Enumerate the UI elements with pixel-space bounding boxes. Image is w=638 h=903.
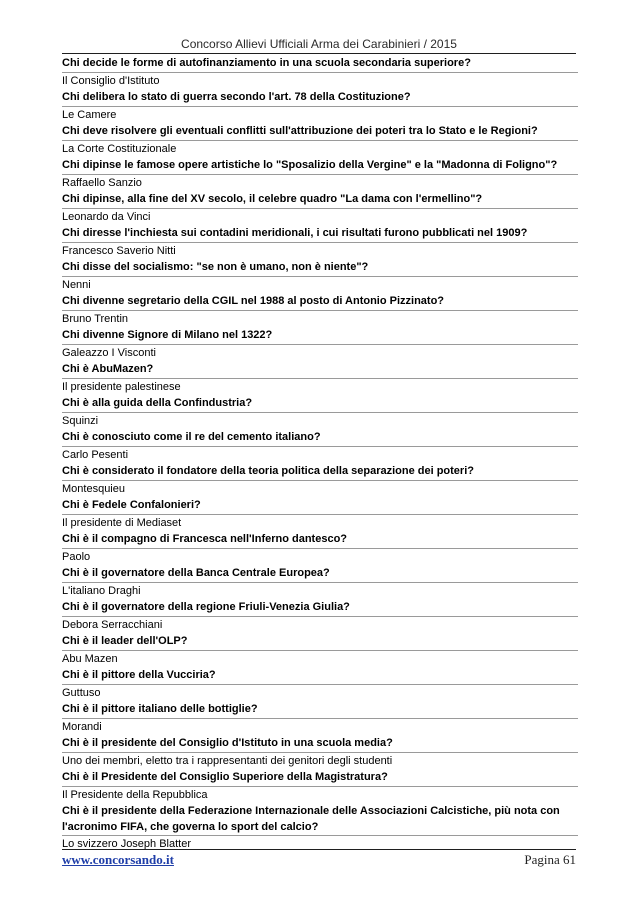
qa-item xyxy=(62,701,578,735)
answer: La Corte Costituzionale xyxy=(62,142,177,155)
answer: Il presidente palestinese xyxy=(62,380,181,393)
answer: L'italiano Draghi xyxy=(62,584,141,597)
answer: Debora Serracchiani xyxy=(62,618,163,631)
question: Chi è il presidente del Consiglio d'Istituto in una scuola media? xyxy=(62,735,578,753)
qa-item xyxy=(62,293,578,327)
answer: Leonardo da Vinci xyxy=(62,210,151,223)
question: Chi è il pittore italiano delle bottiglie? xyxy=(62,701,578,719)
question: Chi è Fedele Confalonieri? xyxy=(62,497,578,515)
qa-item xyxy=(62,225,578,259)
answer: Guttuso xyxy=(62,686,101,699)
question: Chi è il compagno di Francesca nell'Inferno dantesco? xyxy=(62,531,578,549)
answer: Il presidente di Mediaset xyxy=(62,516,182,529)
answer: Le Camere xyxy=(62,108,117,121)
answer: Abu Mazen xyxy=(62,652,118,665)
qa-list xyxy=(62,55,578,853)
qa-item xyxy=(62,191,578,225)
answer: Francesco Saverio Nitti xyxy=(62,244,176,257)
answer: Lo svizzero Joseph Blatter xyxy=(62,838,192,850)
question: Chi è il governatore della regione Friuli-Venezia Giulia? xyxy=(62,599,578,617)
question: Chi deve risolvere gli eventuali conflitti sull'attribuzione dei poteri tra lo Stato e le Regioni? xyxy=(62,123,578,141)
answer: Montesquieu xyxy=(62,482,125,495)
qa-item xyxy=(62,361,578,395)
footer-website-link[interactable]: www.concorsando.it xyxy=(62,852,174,867)
answer: Il Presidente della Repubblica xyxy=(62,788,208,801)
answer: Il Consiglio d'Istituto xyxy=(62,74,160,87)
qa-item xyxy=(62,259,578,293)
qa-item xyxy=(62,633,578,667)
answer: Raffaello Sanzio xyxy=(62,176,142,189)
qa-item xyxy=(62,89,578,123)
qa-item xyxy=(62,803,578,853)
question: Chi dipinse le famose opere artistiche lo "Sposalizio della Vergine" e la "Madonna di Foligno"? xyxy=(62,157,578,175)
question: Chi è il presidente della Federazione Internazionale delle Associazioni Calcistiche, più nota con l'acronimo FIFA, che governa lo sport del calcio? xyxy=(62,803,578,836)
answer: Uno dei membri, eletto tra i rappresentanti dei genitori degli studenti xyxy=(62,754,393,767)
question: Chi disse del socialismo: "se non è umano, non è niente"? xyxy=(62,259,578,277)
question: Chi delibera lo stato di guerra secondo l'art. 78 della Costituzione? xyxy=(62,89,578,107)
qa-item xyxy=(62,327,578,361)
question: Chi è alla guida della Confindustria? xyxy=(62,395,578,413)
qa-item xyxy=(62,123,578,157)
question: Chi è AbuMazen? xyxy=(62,361,578,379)
question: Chi è il pittore della Vucciria? xyxy=(62,667,578,685)
answer: Bruno Trentin xyxy=(62,312,129,325)
qa-item xyxy=(62,157,578,191)
question: Chi è conosciuto come il re del cemento italiano? xyxy=(62,429,578,447)
qa-item xyxy=(62,395,578,429)
question: Chi diresse l'inchiesta sui contadini meridionali, i cui risultati furono pubblicati nel 1909? xyxy=(62,225,578,243)
qa-item xyxy=(62,55,578,89)
qa-item xyxy=(62,735,578,769)
answer: Squinzi xyxy=(62,414,99,427)
question: Chi è il Presidente del Consiglio Superiore della Magistratura? xyxy=(62,769,578,787)
qa-item xyxy=(62,769,578,803)
footer-divider xyxy=(62,849,576,850)
answer: Galeazzo I Visconti xyxy=(62,346,156,359)
qa-item xyxy=(62,599,578,633)
answer: Morandi xyxy=(62,720,102,733)
question: Chi è considerato il fondatore della teoria politica della separazione dei poteri? xyxy=(62,463,578,481)
question: Chi è il governatore della Banca Centrale Europea? xyxy=(62,565,578,583)
qa-item xyxy=(62,667,578,701)
qa-item xyxy=(62,565,578,599)
qa-item xyxy=(62,463,578,497)
question: Chi è il leader dell'OLP? xyxy=(62,633,578,651)
answer: Carlo Pesenti xyxy=(62,448,129,461)
question: Chi divenne segretario della CGIL nel 1988 al posto di Antonio Pizzinato? xyxy=(62,293,578,311)
header-divider xyxy=(62,53,576,54)
qa-item xyxy=(62,429,578,463)
page-number: Pagina 61 xyxy=(524,852,576,867)
question: Chi dipinse, alla fine del XV secolo, il celebre quadro "La dama con l'ermellino"? xyxy=(62,191,578,209)
question: Chi divenne Signore di Milano nel 1322? xyxy=(62,327,578,345)
question: Chi decide le forme di autofinanziamento in una scuola secondaria superiore? xyxy=(62,55,578,73)
answer: Nenni xyxy=(62,278,91,291)
header-title: Concorso Allievi Ufficiali Arma dei Carabinieri / 2015 xyxy=(181,37,457,51)
qa-item xyxy=(62,531,578,565)
answer: Paolo xyxy=(62,550,91,563)
qa-item xyxy=(62,497,578,531)
